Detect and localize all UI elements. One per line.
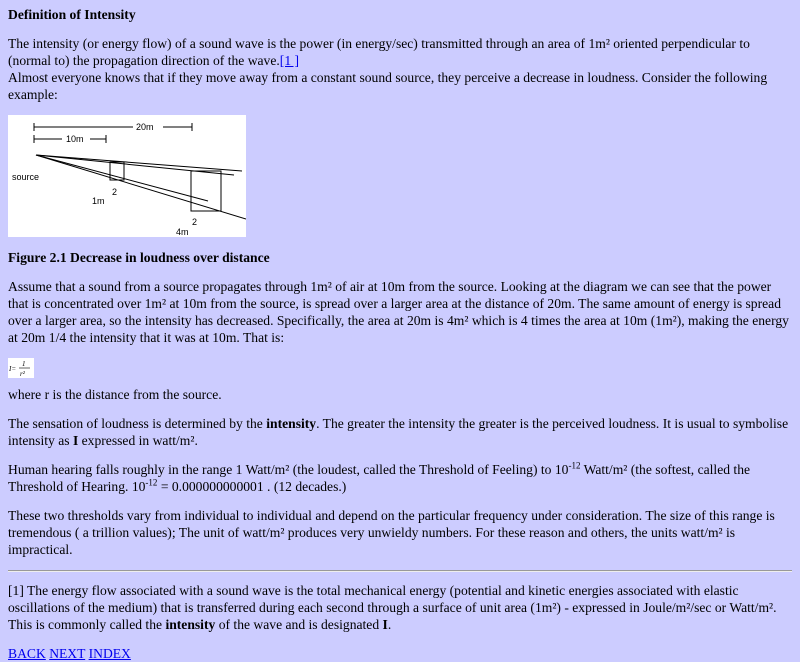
paragraph-loudness xyxy=(8,415,792,449)
exponent: -12 xyxy=(145,477,158,488)
bold-intensity: intensity xyxy=(266,416,317,431)
text: = 0.000000000001 . (12 decades.) xyxy=(157,479,347,494)
label-20m: 20m xyxy=(136,122,154,132)
label-source: source xyxy=(12,172,40,182)
text: . xyxy=(387,617,392,632)
intro-text-2: Almost everyone knows that if they move away from a constant sound source, they perceive a decrease in loudness. Consider the following example: xyxy=(8,70,768,102)
text: . The greater the intensity the greater is the perceived loudness. It is usual to symbolise intensity as xyxy=(8,416,789,448)
text: The sensation of loudness is determined by the xyxy=(8,416,267,431)
eq-den: r² xyxy=(20,370,25,378)
loudness-diagram xyxy=(8,115,246,237)
eq-lhs: I= xyxy=(9,365,17,373)
label-10m: 10m xyxy=(66,134,84,144)
label-1m: 1m xyxy=(92,196,105,206)
paragraph-where: where r is the distance from the source. xyxy=(8,387,222,402)
bold-symbol: I xyxy=(72,433,79,448)
text: Watt/m² (the softest, called the Threshold of Hearing. 10 xyxy=(8,462,751,494)
label-1m-sup: 2 xyxy=(112,187,118,197)
bold-symbol: I xyxy=(382,617,388,632)
paragraph-hearing-range xyxy=(8,461,792,495)
divider xyxy=(8,570,792,572)
text: expressed in watt/m². xyxy=(78,433,198,448)
page-heading: Definition of Intensity xyxy=(8,7,136,22)
footnote-link[interactable]: [1 ] xyxy=(279,53,300,68)
nav-links xyxy=(8,645,792,662)
exponent: -12 xyxy=(568,460,581,471)
text: of the wave and is designated xyxy=(215,617,383,632)
paragraph-assume: Assume that a sound from a source propagates through 1m² of air at 10m from the source. Looking at the diagram we can see that the power that is concentrated over 1m² at 10m from the source, is spread over a larger area at the distance of 20m. The same amount of energy is spread over a larger area, so the intensity has decreased. Specifically, the area at 20m is 4m² which is 4 times the area at 10m (1m²), making the energy at 20m 1/4 the intensity that it was at 10m. That is: xyxy=(8,279,789,345)
paragraph-thresholds: These two thresholds vary from individual to individual and depend on the particular frequency under consideration. The size of this range is tremendous ( a trillion values); The unit of watt/m² produces very unwieldy numbers. For these reason and others, the units watt/m² is impractical. xyxy=(8,508,775,557)
eq-num: 1 xyxy=(22,360,26,368)
intro-text: The intensity (or energy flow) of a sound wave is the power (in energy/sec) transmitted through an area of 1m² oriented perpendicular to (normal to) the propagation direction of the wave. xyxy=(8,36,750,68)
footnote xyxy=(8,582,792,633)
next-link[interactable]: NEXT xyxy=(49,646,86,661)
figure-caption: Figure 2.1 Decrease in loudness over distance xyxy=(8,250,270,265)
index-link[interactable]: INDEX xyxy=(88,646,131,661)
intro-paragraph xyxy=(8,35,792,103)
label-4m-sup: 2 xyxy=(192,217,198,227)
intensity-equation xyxy=(8,358,34,378)
text: [1] The energy flow associated with a sound wave is the total mechanical energy (potential and kinetic energies associated with elastic oscillations of the medium) that is transferred during each second through a surface of unit area (1m²) - expressed in Joule/m²/sec or Watt/m². This is commonly called the xyxy=(8,583,777,632)
back-link[interactable]: BACK xyxy=(8,646,46,661)
bold-intensity: intensity xyxy=(165,617,216,632)
label-4m: 4m xyxy=(176,227,189,237)
text: Human hearing falls roughly in the range 1 Watt/m² (the loudest, called the Threshold of Feeling) to 10 xyxy=(8,462,569,477)
